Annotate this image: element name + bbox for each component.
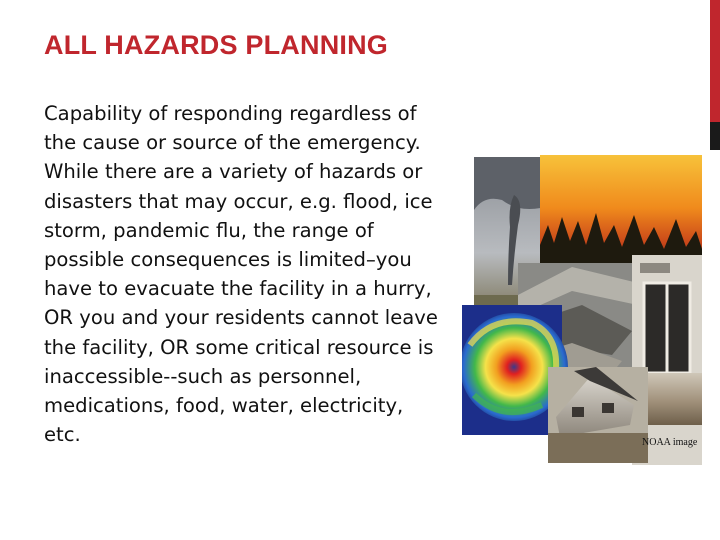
slide-title: ALL HAZARDS PLANNING (44, 30, 388, 60)
slide-body-text: Capability of responding regardless of the cause or source of the emergency. While there are a variety of hazards or disasters that may occur, e.g. flood, ice storm, pandemic flu, the range of possible consequences is limited–you have to evacuate the facility in a hurry, OR you and your residents cannot leave the facility, OR some critical resource is inaccessible--such as personnel, medications, food, water, electricity, etc. (44, 102, 438, 447)
flooded-house-photo (548, 367, 648, 463)
accent-bar-dark (710, 122, 720, 150)
accent-bar (710, 0, 720, 122)
hazards-image-collage (462, 155, 702, 465)
noaa-caption: NOAA image (642, 437, 698, 448)
